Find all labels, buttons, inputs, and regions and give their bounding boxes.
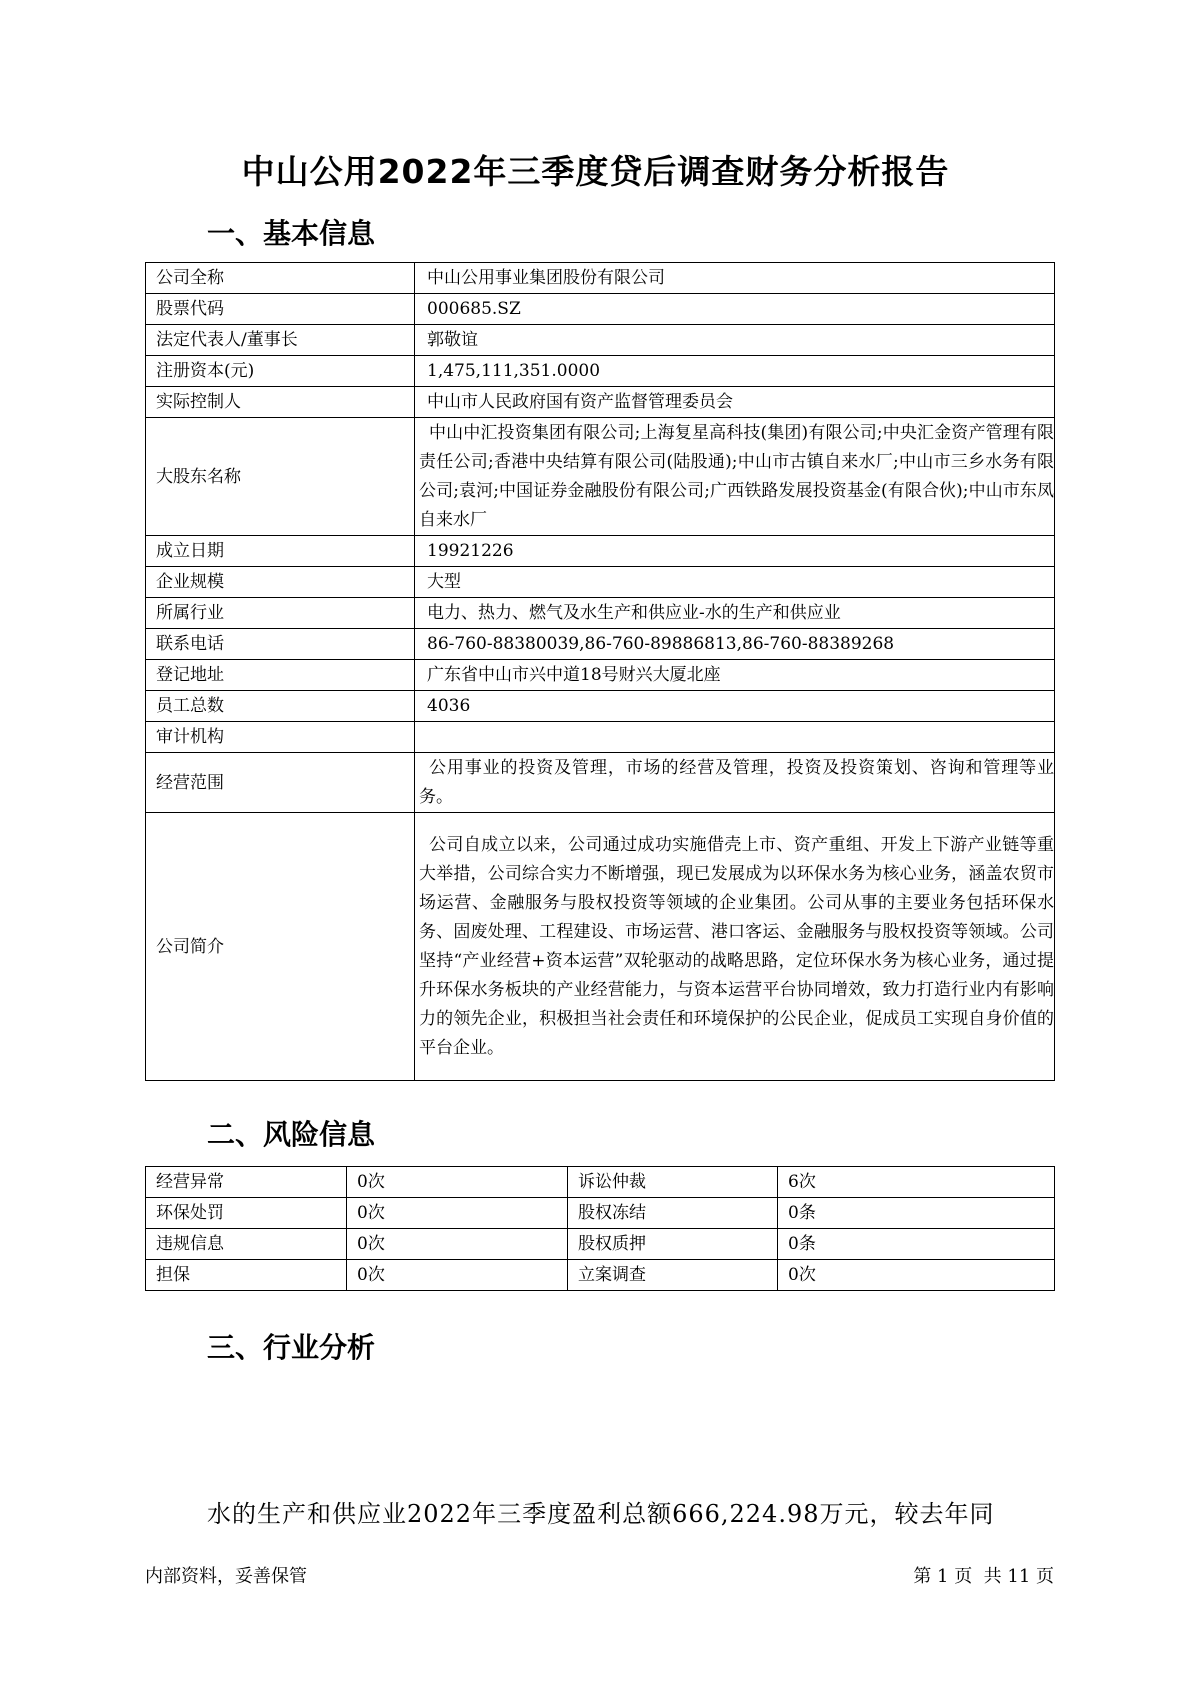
basic-info-value: 中山中汇投资集团有限公司;上海复星高科技(集团)有限公司;中央汇金资产管理有限责任公司;香港中央结算有限公司(陆股通);中山市古镇自来水厂;中山市三乡水务有限公司;袁河;中国证券金融股份有限公司;广西铁路发展投资基金(有限合伙);中山市东凤自来水厂 xyxy=(415,418,1055,536)
footer-page-number: 第 1 页 共 11 页 xyxy=(913,1566,1054,1587)
risk-info-label: 违规信息 xyxy=(146,1229,347,1260)
basic-info-value: 中山市人民政府国有资产监督管理委员会 xyxy=(415,387,1055,418)
basic-info-label: 股票代码 xyxy=(146,294,415,325)
basic-info-label: 员工总数 xyxy=(146,691,415,722)
basic-info-row xyxy=(146,660,1055,691)
basic-info-row xyxy=(146,567,1055,598)
basic-info-value: 电力、热力、燃气及水生产和供应业-水的生产和供应业 xyxy=(415,598,1055,629)
basic-info-row xyxy=(146,629,1055,660)
risk-info-value: 0次 xyxy=(347,1167,568,1198)
basic-info-label: 所属行业 xyxy=(146,598,415,629)
basic-info-label: 公司全称 xyxy=(146,263,415,294)
risk-info-label: 立案调查 xyxy=(568,1260,778,1291)
basic-info-value: 000685.SZ xyxy=(415,294,1055,325)
basic-info-value: 1,475,111,351.0000 xyxy=(415,356,1055,387)
section-heading-industry-analysis: 三、行业分析 xyxy=(207,1331,376,1364)
risk-info-label: 经营异常 xyxy=(146,1167,347,1198)
basic-info-table xyxy=(145,262,1055,1081)
basic-info-value: 公司自成立以来，公司通过成功实施借壳上市、资产重组、开发上下游产业链等重大举措，公司综合实力不断增强，现已发展成为以环保水务为核心业务，涵盖农贸市场运营、金融服务与股权投资等领域的企业集团。公司从事的主要业务包括环保水务、固废处理、工程建设、市场运营、港口客运、金融服务与股权投资等领域。公司坚持“产业经营+资本运营”双轮驱动的战略思路，定位环保水务为核心业务，通过提升环保水务板块的产业经营能力，与资本运营平台协同增效，致力打造行业内有影响力的领先企业，积极担当社会责任和环境保护的公民企业，促成员工实现自身价值的平台企业。 xyxy=(415,813,1055,1081)
basic-info-value: 19921226 xyxy=(415,536,1055,567)
risk-info-label: 股权质押 xyxy=(568,1229,778,1260)
basic-info-value: 广东省中山市兴中道18号财兴大厦北座 xyxy=(415,660,1055,691)
basic-info-label: 企业规模 xyxy=(146,567,415,598)
basic-info-row xyxy=(146,722,1055,753)
basic-info-label: 审计机构 xyxy=(146,722,415,753)
basic-info-label: 实际控制人 xyxy=(146,387,415,418)
risk-info-value: 0次 xyxy=(778,1260,1055,1291)
basic-info-row xyxy=(146,753,1055,813)
risk-info-row xyxy=(146,1229,1055,1260)
basic-info-label: 注册资本(元) xyxy=(146,356,415,387)
risk-info-value: 0条 xyxy=(778,1198,1055,1229)
report-title: 中山公用2022年三季度贷后调查财务分析报告 xyxy=(241,152,950,191)
risk-info-value: 0次 xyxy=(347,1260,568,1291)
risk-info-value: 0次 xyxy=(347,1229,568,1260)
basic-info-value: 公用事业的投资及管理，市场的经营及管理，投资及投资策划、咨询和管理等业务。 xyxy=(415,753,1055,813)
risk-info-value: 6次 xyxy=(778,1167,1055,1198)
risk-info-label: 担保 xyxy=(146,1260,347,1291)
basic-info-row xyxy=(146,356,1055,387)
industry-analysis-paragraph: 水的生产和供应业2022年三季度盈利总额666,224.98万元，较去年同 xyxy=(207,1500,995,1528)
risk-info-value: 0次 xyxy=(347,1198,568,1229)
risk-info-row xyxy=(146,1198,1055,1229)
basic-info-row xyxy=(146,691,1055,722)
basic-info-value: 4036 xyxy=(415,691,1055,722)
risk-info-label: 股权冻结 xyxy=(568,1198,778,1229)
basic-info-label: 成立日期 xyxy=(146,536,415,567)
basic-info-value xyxy=(415,722,1055,753)
risk-info-row xyxy=(146,1260,1055,1291)
basic-info-row xyxy=(146,536,1055,567)
basic-info-label: 大股东名称 xyxy=(146,418,415,536)
basic-info-row xyxy=(146,263,1055,294)
section-heading-risk-info: 二、风险信息 xyxy=(207,1118,376,1151)
basic-info-row xyxy=(146,418,1055,536)
section-heading-basic-info: 一、基本信息 xyxy=(207,217,376,250)
basic-info-label: 法定代表人/董事长 xyxy=(146,325,415,356)
basic-info-label: 公司简介 xyxy=(146,813,415,1081)
basic-info-value: 郭敬谊 xyxy=(415,325,1055,356)
basic-info-value: 86-760-88380039,86-760-89886813,86-760-88389268 xyxy=(415,629,1055,660)
risk-info-row xyxy=(146,1167,1055,1198)
basic-info-row xyxy=(146,387,1055,418)
basic-info-row xyxy=(146,813,1055,1081)
basic-info-value: 中山公用事业集团股份有限公司 xyxy=(415,263,1055,294)
footer-confidential-note: 内部资料，妥善保管 xyxy=(145,1566,307,1587)
risk-info-label: 诉讼仲裁 xyxy=(568,1167,778,1198)
risk-info-label: 环保处罚 xyxy=(146,1198,347,1229)
risk-info-value: 0条 xyxy=(778,1229,1055,1260)
basic-info-row xyxy=(146,325,1055,356)
basic-info-label: 登记地址 xyxy=(146,660,415,691)
basic-info-row xyxy=(146,294,1055,325)
basic-info-value: 大型 xyxy=(415,567,1055,598)
basic-info-row xyxy=(146,598,1055,629)
basic-info-label: 经营范围 xyxy=(146,753,415,813)
basic-info-label: 联系电话 xyxy=(146,629,415,660)
risk-info-table xyxy=(145,1166,1055,1291)
